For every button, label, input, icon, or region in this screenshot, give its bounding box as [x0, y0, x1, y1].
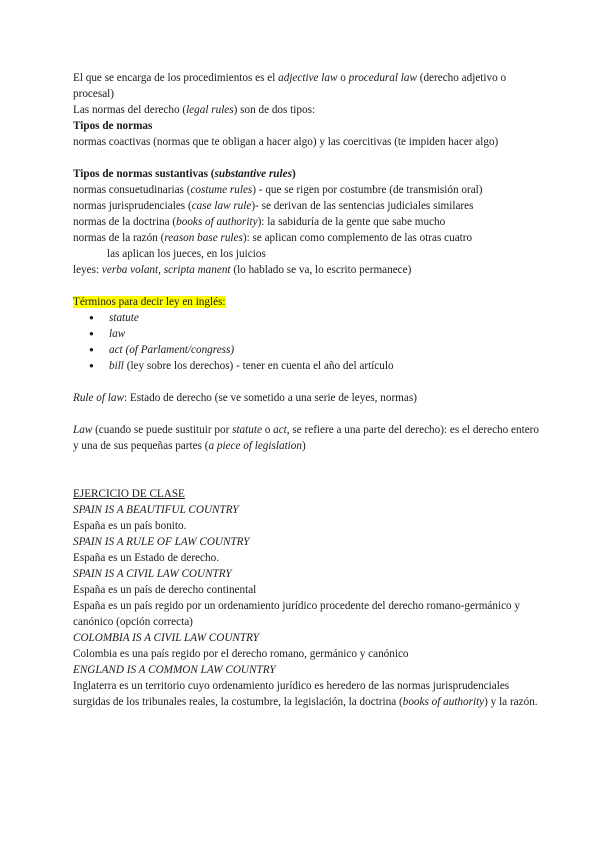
sentence-en: SPAIN IS A CIVIL LAW COUNTRY — [73, 568, 232, 580]
sentence-es: España es un país bonito. — [73, 520, 187, 532]
rule-jurisprudenciales — [73, 198, 543, 214]
heading-normas-sustantivas — [73, 166, 543, 182]
text: ): se aplican como complemento de las otras cuatro — [242, 232, 473, 244]
text: Tipos de normas sustantivas ( — [73, 168, 215, 180]
text: , se refiere a una parte del derecho): es el derecho entero y una de sus pequeñas partes ( — [73, 424, 539, 452]
text: (ley sobre los derechos) - tener en cuenta el año del artículo — [123, 360, 394, 372]
text: (cuando se puede sustituir por — [92, 424, 233, 436]
spacer — [73, 470, 543, 486]
text: leyes: — [73, 264, 102, 276]
heading-ejercicio: EJERCICIO DE CLASE — [73, 488, 185, 500]
spacer — [73, 278, 543, 294]
rule-razon — [73, 230, 543, 246]
sentence-en: SPAIN IS A BEAUTIFUL COUNTRY — [73, 504, 239, 516]
sentence-es: Colombia es una país regido por el derecho romano, germánico y canónico — [73, 648, 409, 660]
text: normas de la doctrina ( — [73, 216, 177, 228]
term-substantive-rules: substantive rules — [214, 168, 292, 180]
text: ) — [291, 168, 296, 180]
term: reason base rules — [164, 232, 243, 244]
document-page — [73, 70, 543, 710]
spacer — [73, 454, 543, 470]
text: ) - que se rigen por costumbre (de transmisión oral) — [252, 184, 483, 196]
text: normas jurisprudenciales ( — [73, 200, 192, 212]
term: statute — [109, 312, 139, 324]
term: case law rule — [191, 200, 252, 212]
heading-terminos — [73, 294, 543, 310]
text: o — [337, 72, 349, 84]
term: act — [273, 424, 287, 436]
term: bill — [109, 360, 124, 372]
rule-consuetudinarias — [73, 182, 543, 198]
list-item — [73, 342, 543, 358]
rule-of-law-line — [73, 390, 543, 406]
sentence-es: España es un Estado de derecho. — [73, 552, 220, 564]
text: Inglaterra es un territorio cuyo ordenamiento jurídico es heredero de las normas jurisprudenciales surgidas de los tribunales reales, la costumbre, la legislación, la doctrina ( — [73, 680, 510, 708]
spacer — [73, 406, 543, 422]
list-item — [73, 358, 543, 374]
term: act (of Parlament/congress) — [109, 344, 235, 356]
term: Law — [73, 424, 93, 436]
text: (lo hablado se va, lo escrito permanece) — [230, 264, 412, 276]
term-procedural-law: procedural law — [348, 72, 417, 84]
sentence-es — [73, 678, 543, 710]
text: )- se derivan de las sentencias judiciales similares — [251, 200, 474, 212]
text: El que se encarga de los procedimientos es el — [73, 72, 279, 84]
text: ): la sabiduría de la gente que sabe mucho — [257, 216, 446, 228]
term-legal-rules: legal rules — [186, 104, 234, 116]
term: books of authority — [402, 696, 485, 708]
term-adjective-law: adjective law — [278, 72, 338, 84]
text: normas de la razón ( — [73, 232, 165, 244]
sentence-en: SPAIN IS A RULE OF LAW COUNTRY — [73, 536, 250, 548]
term: statute — [232, 424, 262, 436]
text: ) y la razón. — [484, 696, 538, 708]
sentence-en: COLOMBIA IS A CIVIL LAW COUNTRY — [73, 632, 259, 644]
text: (derecho adjetivo o procesal) — [73, 72, 507, 100]
sentence-es: España es un país de derecho continental — [73, 584, 257, 596]
term: law — [109, 328, 126, 340]
term-latin-maxim: verba volant, scripta manent — [101, 264, 231, 276]
rule-doctrina — [73, 214, 543, 230]
rule-razon-continued: las aplican los jueces, en los juicios — [107, 248, 266, 260]
spacer — [73, 150, 543, 166]
term: costume rules — [190, 184, 253, 196]
heading-tipos-de-normas: Tipos de normas — [73, 120, 153, 132]
term-rule-of-law: Rule of law — [73, 392, 124, 404]
text: ) son de dos tipos: — [233, 104, 316, 116]
sentence-en: ENGLAND IS A COMMON LAW COUNTRY — [73, 664, 276, 676]
tipos-text: normas coactivas (normas que te obligan a hacer algo) y las coercitivas (te impiden hacer algo) — [73, 136, 499, 148]
spacer — [73, 374, 543, 390]
text: : Estado de derecho (se ve sometido a una serie de leyes, normas) — [123, 392, 417, 404]
text: normas consuetudinarias ( — [73, 184, 191, 196]
terms-list — [73, 310, 543, 374]
term: books of authority — [176, 216, 258, 228]
law-note — [73, 422, 543, 454]
sentence-es: España es un país regido por un ordenamiento jurídico procedente del derecho romano-germánico y canónico (opción correcta) — [73, 600, 521, 628]
list-item — [73, 310, 543, 326]
term: a piece of legislation — [208, 440, 302, 452]
text: o — [261, 424, 274, 436]
intro-line-2 — [73, 102, 543, 118]
text: ) — [301, 440, 306, 452]
list-item — [73, 326, 543, 342]
text: Las normas del derecho ( — [73, 104, 187, 116]
intro-line-1 — [73, 70, 543, 102]
rule-leyes — [73, 262, 543, 278]
highlighted-heading: Términos para decir ley en inglés: — [73, 296, 226, 308]
